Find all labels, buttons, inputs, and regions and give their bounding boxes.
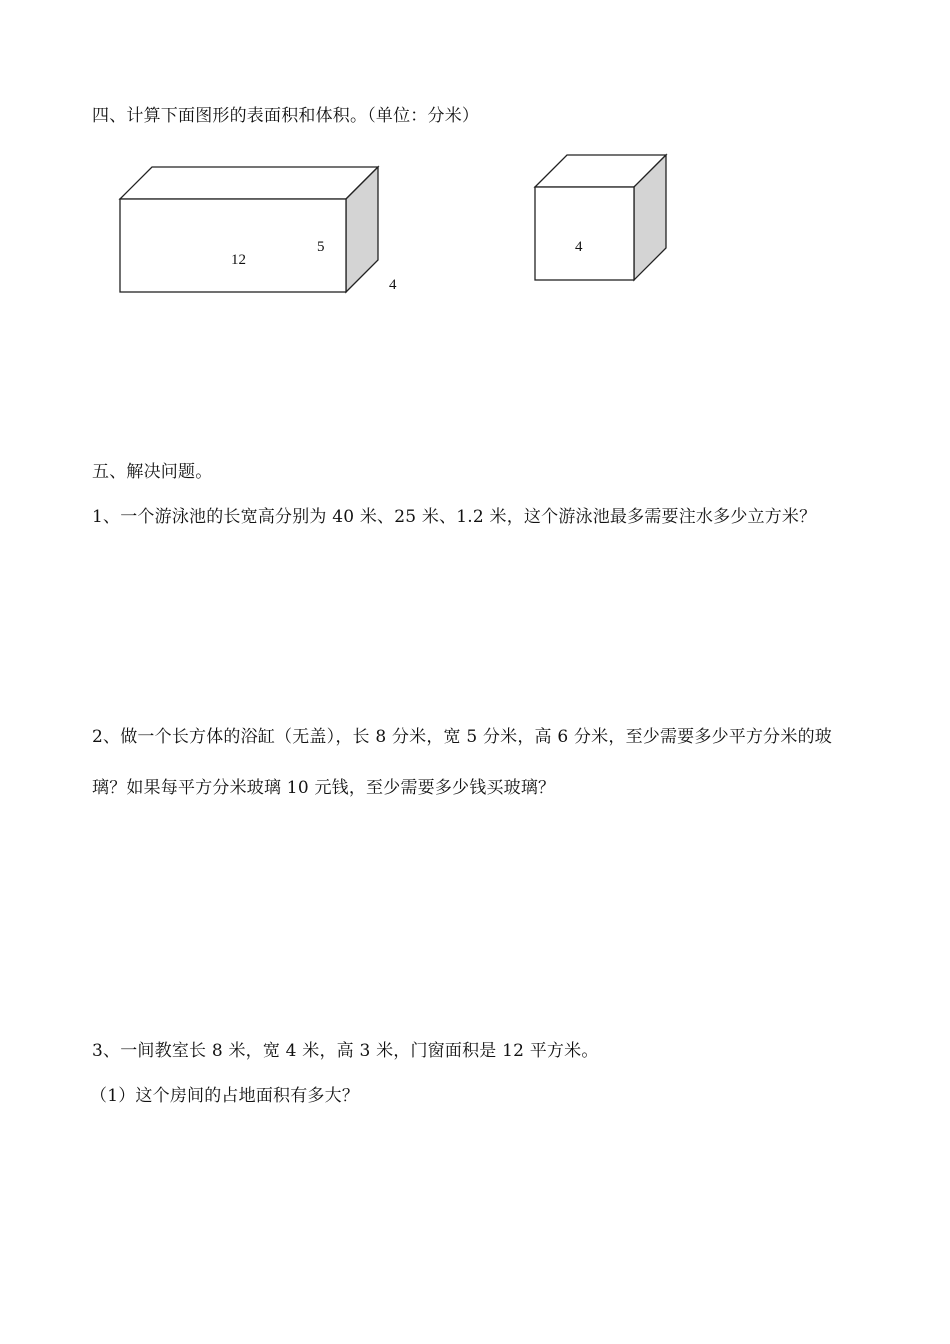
- cuboid-width-label: 4: [389, 277, 397, 293]
- cuboid-height-label: 5: [317, 239, 325, 255]
- section5-title: 五、解决问题。: [92, 462, 213, 482]
- cube-figure: [535, 155, 666, 280]
- cube-edge-label: 4: [575, 239, 583, 255]
- cuboid-front-face: [120, 199, 346, 292]
- cuboid-figure: [120, 167, 378, 292]
- question-3: 3、一间教室长 8 米，宽 4 米，高 3 米，门窗面积是 12 平方米。: [92, 1041, 599, 1061]
- cuboid-top-face: [120, 167, 378, 199]
- section4-title: 四、计算下面图形的表面积和体积。（单位：分米）: [92, 106, 480, 126]
- cube-front-face: [535, 187, 634, 280]
- cuboid-length-label: 12: [231, 252, 246, 268]
- question-1: 1、一个游泳池的长宽高分别为 40 米、25 米、1.2 米，这个游泳池最多需要注水多少立方米？: [92, 507, 817, 527]
- question-2-line-2: 璃？如果每平方分米玻璃 10 元钱，至少需要多少钱买玻璃？: [92, 778, 556, 798]
- question-2-line-1: 2、做一个长方体的浴缸（无盖），长 8 分米，宽 5 分米，高 6 分米，至少需要多少平方分米的玻: [92, 727, 832, 747]
- question-3-sub-1: （1）这个房间的占地面积有多大？: [90, 1086, 360, 1106]
- geometry-figures: [0, 0, 950, 320]
